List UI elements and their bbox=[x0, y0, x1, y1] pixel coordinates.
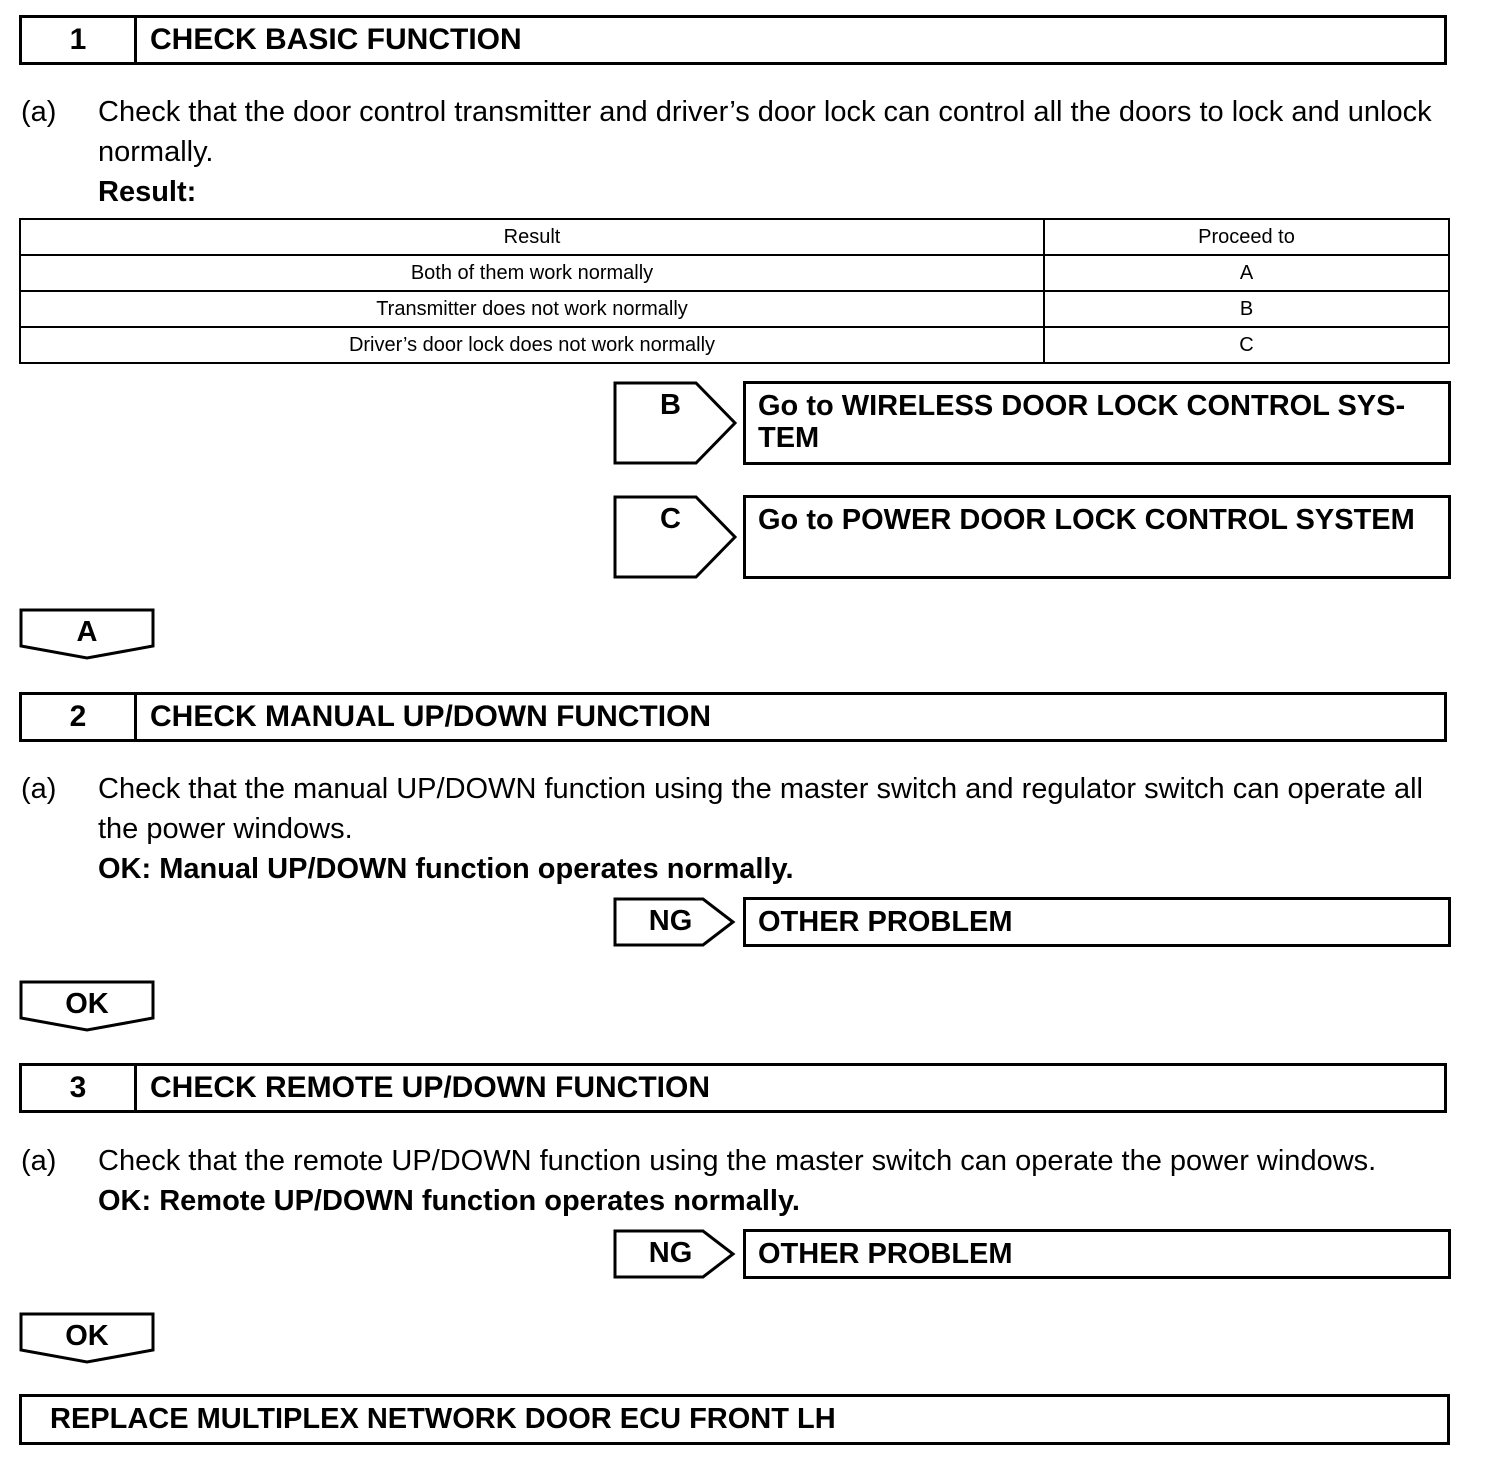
branch-code: NG bbox=[648, 905, 693, 937]
step-3-instruction bbox=[21, 1141, 1461, 1221]
branch-c bbox=[613, 495, 1451, 579]
table-header-cell: Proceed to bbox=[1044, 219, 1449, 255]
ok-criteria: OK: Manual UP/DOWN function operates normally. bbox=[98, 853, 794, 885]
instruction-text: Check that the manual UP/DOWN function using the master switch and regulator switch can operate all the power windows. bbox=[98, 773, 1423, 845]
ok-criteria: OK: Remote UP/DOWN function operates normally. bbox=[98, 1185, 800, 1217]
table-header-row bbox=[20, 219, 1449, 255]
branch-code: NG bbox=[648, 1237, 693, 1269]
step-2-header bbox=[19, 692, 1447, 742]
table-cell: Driver’s door lock does not work normally bbox=[20, 327, 1044, 363]
step-number: 3 bbox=[22, 1066, 137, 1110]
table-cell: C bbox=[1044, 327, 1449, 363]
instruction-label: (a) bbox=[21, 1145, 57, 1177]
table-row bbox=[20, 291, 1449, 327]
instruction-label: (a) bbox=[21, 773, 57, 805]
branch-destination: Go to POWER DOOR LOCK CONTROL SYSTEM bbox=[743, 495, 1451, 579]
table-cell: A bbox=[1044, 255, 1449, 291]
flow-label: OK bbox=[65, 988, 109, 1020]
branch-b bbox=[613, 381, 1451, 465]
step-1-header bbox=[19, 15, 1447, 65]
table-cell: Transmitter does not work normally bbox=[20, 291, 1044, 327]
branch-ng-step3 bbox=[613, 1229, 1451, 1279]
branch-code: C bbox=[660, 503, 681, 535]
step-number: 1 bbox=[22, 18, 137, 62]
step-title: CHECK BASIC FUNCTION bbox=[150, 23, 522, 56]
result-heading: Result: bbox=[98, 176, 197, 208]
step-title: CHECK MANUAL UP/DOWN FUNCTION bbox=[150, 700, 712, 733]
flow-label: OK bbox=[65, 1320, 109, 1352]
result-table bbox=[19, 218, 1450, 364]
step-3-header bbox=[19, 1063, 1447, 1113]
step-1-instruction bbox=[21, 92, 1461, 212]
instruction-label: (a) bbox=[21, 96, 57, 128]
step-title: CHECK REMOTE UP/DOWN FUNCTION bbox=[150, 1071, 710, 1104]
table-cell: Both of them work normally bbox=[20, 255, 1044, 291]
final-action: REPLACE MULTIPLEX NETWORK DOOR ECU FRONT LH bbox=[19, 1394, 1450, 1445]
flow-a bbox=[19, 608, 157, 660]
step-number: 2 bbox=[22, 695, 137, 739]
branch-destination: Go to WIRELESS DOOR LOCK CONTROL SYS- TEM bbox=[743, 381, 1451, 465]
branch-destination: OTHER PROBLEM bbox=[743, 897, 1451, 947]
flow-ok-step2 bbox=[19, 980, 157, 1032]
branch-ng-step2 bbox=[613, 897, 1451, 947]
step-2-instruction bbox=[21, 769, 1461, 889]
instruction-text: Check that the remote UP/DOWN function using the master switch can operate the power windows. bbox=[98, 1145, 1377, 1177]
table-cell: B bbox=[1044, 291, 1449, 327]
table-header-cell: Result bbox=[20, 219, 1044, 255]
flow-label: A bbox=[76, 616, 98, 648]
branch-destination: OTHER PROBLEM bbox=[743, 1229, 1451, 1279]
instruction-text: Check that the door control transmitter and driver’s door lock can control all the doors to lock and unlock normally. bbox=[98, 96, 1432, 168]
table-row bbox=[20, 327, 1449, 363]
table-row bbox=[20, 255, 1449, 291]
branch-code: B bbox=[660, 389, 681, 421]
flow-ok-step3 bbox=[19, 1312, 157, 1364]
